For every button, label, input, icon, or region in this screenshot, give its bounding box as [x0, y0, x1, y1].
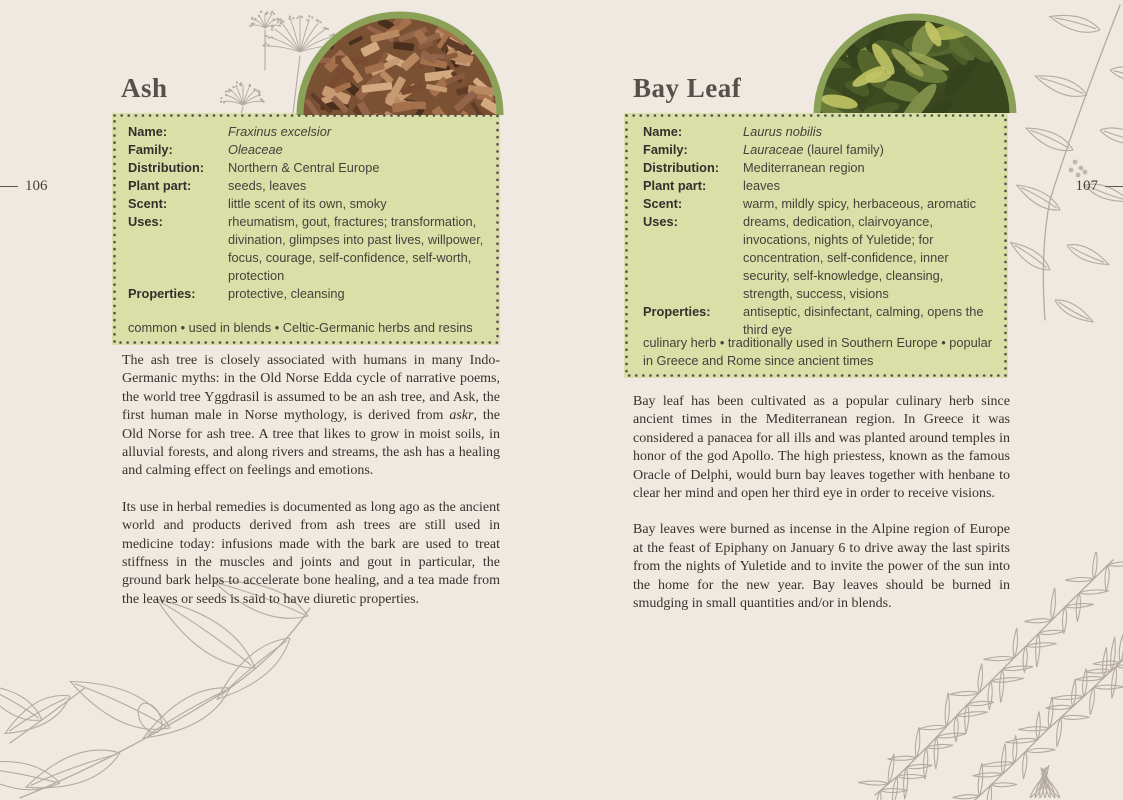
ash-info-box	[112, 113, 500, 345]
info-field-row	[643, 123, 994, 141]
field-label: Family:	[643, 142, 688, 157]
info-field-row	[128, 195, 486, 213]
info-field-row	[643, 195, 994, 213]
field-value: little scent of its own, smoky	[228, 196, 387, 211]
field-value: protective, cleansing	[228, 286, 345, 301]
field-label: Distribution:	[128, 160, 205, 175]
page-title-bay-leaf: Bay Leaf	[633, 73, 742, 103]
body-paragraph: Its use in herbal remedies is documented as long ago as the ancient world and products derived from ash trees are still used in medicine today: infusions made with the bark are used to treat stiffness in the muscles and joints and gout in particular, the ground bark helps to accelerate bone healing, and a tea made from the leaves or seeds is said to have diuretic properties.	[122, 499, 500, 607]
info-field-row	[643, 177, 994, 195]
page-title-ash: Ash	[121, 73, 168, 103]
field-value: antiseptic, disinfectant, calming, opens the third eye	[743, 304, 984, 337]
ash-bark-chips-photo	[296, 11, 504, 115]
field-label: Uses:	[643, 214, 678, 229]
info-field-row	[128, 177, 486, 195]
dried-bay-leaves-photo	[813, 13, 1017, 113]
info-field-row	[643, 141, 994, 159]
field-value: dreams, dedication, clairvoyance, invocations, nights of Yuletide; for concentration, self-confidence, inner security, self-knowledge, cleansing, strength, success, visions	[743, 214, 949, 301]
field-label: Properties:	[128, 286, 196, 301]
info-field-row	[128, 159, 486, 177]
field-value: warm, mildly spicy, herbaceous, aromatic	[743, 196, 977, 211]
ash-info-footnote: common • used in blends • Celtic-Germanic herbs and resins	[128, 320, 473, 335]
field-value: Mediterranean region	[743, 160, 865, 175]
field-label: Distribution:	[643, 160, 720, 175]
field-label: Name:	[643, 124, 683, 139]
body-paragraph: The ash tree is closely associated with humans in many Indo-Germanic myths: in the Old Norse Edda cycle of narrative poems, the world tree Yggdrasil is assumed to be an ash tree, and Ask, the first human male in Norse mythology, is derived from askr, the Old Norse for ash tree. A tree that likes to grow in moist soils, in alluvial forests, and along rivers and streams, the ash has a healing and calming effect on feelings and emotions.	[122, 353, 501, 479]
field-value: rheumatism, gout, fractures; transformation, divination, glimpses into past lives, willpower, focus, courage, self-confidence, self-worth, protection	[228, 214, 484, 283]
bay-body-text	[633, 393, 1010, 631]
info-field-row	[128, 141, 486, 159]
info-field-row	[643, 213, 994, 303]
info-field-row	[643, 159, 994, 177]
field-label: Uses:	[128, 214, 163, 229]
page-number-left	[0, 178, 48, 195]
ash-info-fields	[112, 113, 500, 303]
page-number-rule	[0, 186, 18, 187]
bay-info-footnote: culinary herb • traditionally used in Southern Europe • popular in Greece and Rome since ancient times	[643, 335, 992, 368]
page-number-right	[1076, 178, 1123, 195]
bay-info-box	[624, 113, 1008, 378]
field-value: Northern & Central Europe	[228, 160, 380, 175]
field-value: Lauraceae (laurel family)	[743, 142, 884, 157]
field-label: Properties:	[643, 304, 711, 319]
page-number-rule	[1105, 186, 1123, 187]
bay-info-fields	[624, 113, 1008, 339]
field-value: Fraxinus excelsior	[228, 124, 332, 139]
field-label: Plant part:	[643, 178, 707, 193]
field-value: Laurus nobilis	[743, 124, 822, 139]
field-label: Scent:	[128, 196, 168, 211]
info-field-row	[128, 285, 486, 303]
info-field-row	[128, 123, 486, 141]
ash-body-text	[122, 352, 500, 627]
field-label: Family:	[128, 142, 173, 157]
info-field-row	[128, 213, 486, 285]
field-label: Plant part:	[128, 178, 192, 193]
field-label: Name:	[128, 124, 168, 139]
field-value: seeds, leaves	[228, 178, 307, 193]
field-value: leaves	[743, 178, 780, 193]
field-label: Scent:	[643, 196, 683, 211]
body-paragraph: Bay leaf has been cultivated as a popular culinary herb since ancient times in the Mediterranean region. In Greece it was considered a panacea for all ills and was planted around temples in honor of the god Apollo. The high priestess, known as the famous Oracle of Delphi, would burn bay leaves together with henbane to clear her mind and open her third eye in order to receive visions.	[633, 394, 1010, 502]
field-value: Oleaceae	[228, 142, 283, 157]
body-paragraph: Bay leaves were burned as incense in the Alpine region of Europe at the feast of Epiphany on January 6 to drive away the last spirits from the nights of Yuletide and to invite the power of the sun into the home for the new year. Bay leaves should be burned in smudging in small quantities and/or in blends.	[633, 522, 1010, 612]
bay-branch-illustration	[1005, 0, 1123, 330]
page-number-text: 107	[1075, 178, 1098, 194]
page-number-text: 106	[25, 178, 48, 194]
